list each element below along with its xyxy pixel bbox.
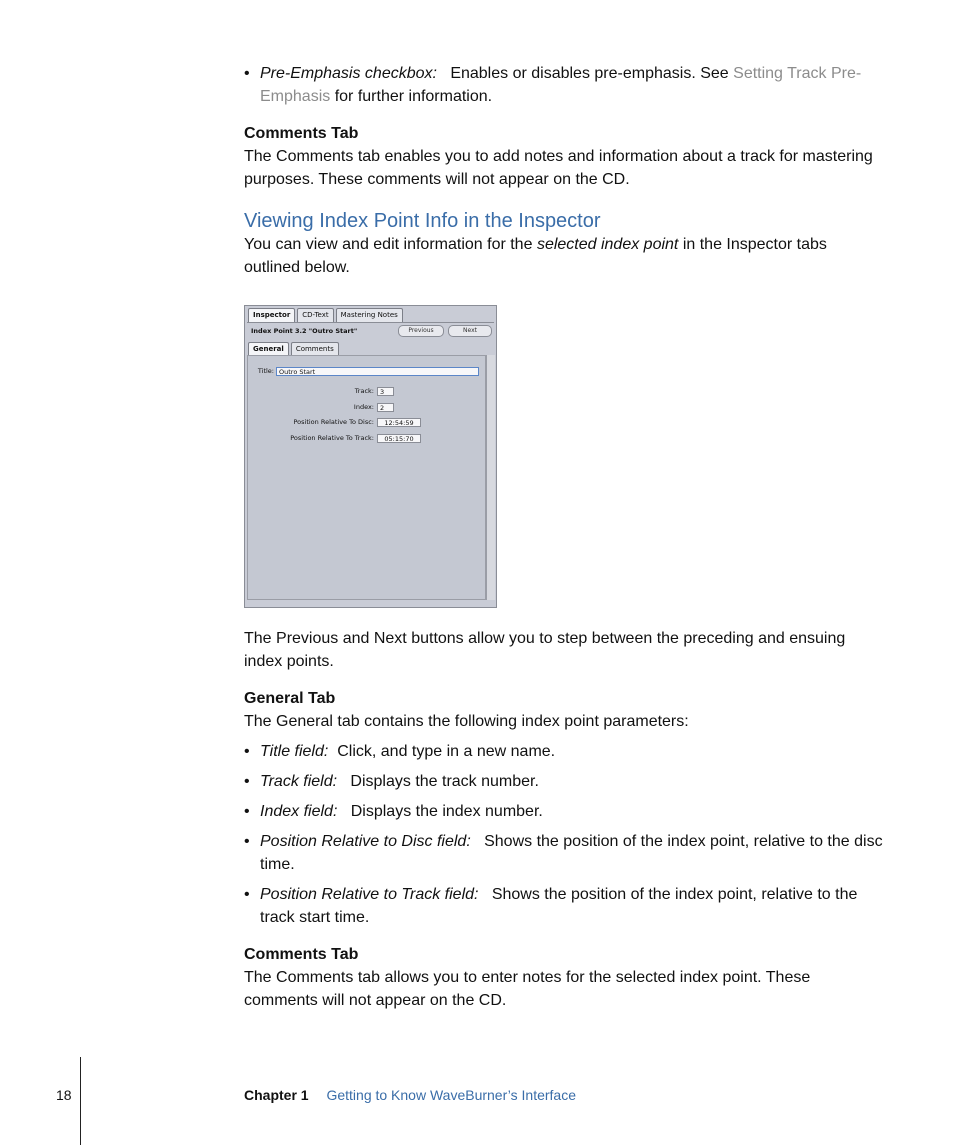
index-label: Index:: [353, 403, 374, 411]
general-tab-heading: General Tab: [244, 690, 336, 707]
bullet-dot: •: [244, 65, 250, 82]
inspector-scrollbar[interactable]: [486, 355, 495, 600]
list-item: [244, 830, 884, 876]
general-panel: [247, 355, 486, 600]
inspector-tabs: [248, 308, 403, 322]
comments-tab-body: The Comments tab allows you to enter notes for the selected index point. These comments will not appear on the CD.: [244, 969, 811, 1009]
list-item: [244, 883, 884, 929]
bullet-after: for further information.: [334, 88, 493, 105]
next-button[interactable]: Next: [448, 325, 492, 337]
comments-tab-heading: Comments Tab: [244, 946, 359, 963]
list-item: [244, 800, 884, 823]
index-point-section: [244, 209, 884, 279]
list-item: [244, 740, 884, 763]
footer-chapter: Chapter 1: [244, 1087, 309, 1103]
title-field[interactable]: Outro Start: [276, 367, 479, 376]
bullet-dot: •: [244, 743, 250, 760]
disc-position-field: 12:54:59: [377, 418, 421, 427]
bullet-term: Pre-Emphasis checkbox:: [260, 65, 437, 82]
tab-general[interactable]: General: [248, 342, 289, 356]
section-intro-em: selected index point: [536, 236, 679, 253]
bullet-dot: •: [244, 803, 250, 820]
title-label: Title:: [257, 367, 274, 375]
nav-paragraph: The Previous and Next buttons allow you to step between the preceding and ensuing index points.: [244, 630, 846, 670]
comments-tab-section-2: [244, 943, 884, 1012]
section-intro: [244, 233, 884, 279]
track-position-field: 05:15:70: [377, 434, 421, 443]
list-item-term: Index field:: [260, 803, 338, 820]
index-field: 2: [377, 403, 394, 412]
track-field: 3: [377, 387, 394, 396]
index-point-header: Index Point 3.2 "Outro Start": [251, 327, 358, 335]
section-intro-post: in the Inspector tabs outlined below.: [244, 236, 827, 276]
bullet-dot: •: [244, 886, 250, 903]
tab-inspector[interactable]: Inspector: [248, 308, 295, 322]
comments-tab-body: The Comments tab enables you to add notes and information about a track for mastering purposes. These comments will not appear on the CD.: [244, 148, 873, 188]
list-item-text: Shows the position of the index point, relative to the track start time.: [260, 886, 858, 926]
track-label: Track:: [354, 387, 374, 395]
previous-button[interactable]: Previous: [398, 325, 444, 337]
list-item-term: Position Relative to Disc field:: [260, 833, 471, 850]
bullet-dot: •: [244, 833, 250, 850]
nav-paragraph-block: [244, 627, 884, 673]
comments-tab-section-1: [244, 122, 884, 191]
footer: [244, 1087, 576, 1103]
bullet-text: Enables or disables pre-emphasis. See: [450, 65, 729, 82]
disc-position-label: Position Relative To Disc:: [293, 418, 374, 426]
list-item-term: Track field:: [260, 773, 338, 790]
section-title: Viewing Index Point Info in the Inspector: [244, 210, 601, 232]
list-item: [244, 770, 884, 793]
pre-emphasis-bullet: [244, 62, 884, 108]
list-item-term: Title field:: [260, 743, 329, 760]
footer-chapter-title[interactable]: Getting to Know WaveBurner’s Interface: [326, 1087, 577, 1103]
bullet-dot: •: [244, 773, 250, 790]
list-item-text: Displays the track number.: [350, 773, 539, 790]
inspector-subtabs: [248, 342, 339, 356]
track-position-label: Position Relative To Track:: [290, 434, 374, 442]
page-number: 18: [56, 1087, 72, 1103]
setting-track-pre-emphasis-link[interactable]: Setting Track Pre-Emphasis: [260, 65, 862, 105]
footer-rule: [80, 1057, 81, 1145]
list-item-text: Displays the index number.: [350, 803, 543, 820]
list-item-text: Click, and type in a new name.: [337, 743, 556, 760]
tab-mastering-notes[interactable]: Mastering Notes: [336, 308, 403, 322]
list-item-text: Shows the position of the index point, relative to the disc time.: [260, 833, 883, 873]
tab-cd-text[interactable]: CD-Text: [297, 308, 333, 322]
list-item-term: Position Relative to Track field:: [260, 886, 479, 903]
inspector-screenshot: [244, 305, 497, 608]
tab-comments[interactable]: Comments: [291, 342, 339, 356]
general-tab-intro: The General tab contains the following index point parameters:: [244, 713, 689, 730]
comments-tab-heading: Comments Tab: [244, 125, 359, 142]
tab-divider: [247, 322, 494, 323]
general-tab-section: [244, 687, 884, 929]
section-intro-pre: You can view and edit information for the: [244, 236, 533, 253]
